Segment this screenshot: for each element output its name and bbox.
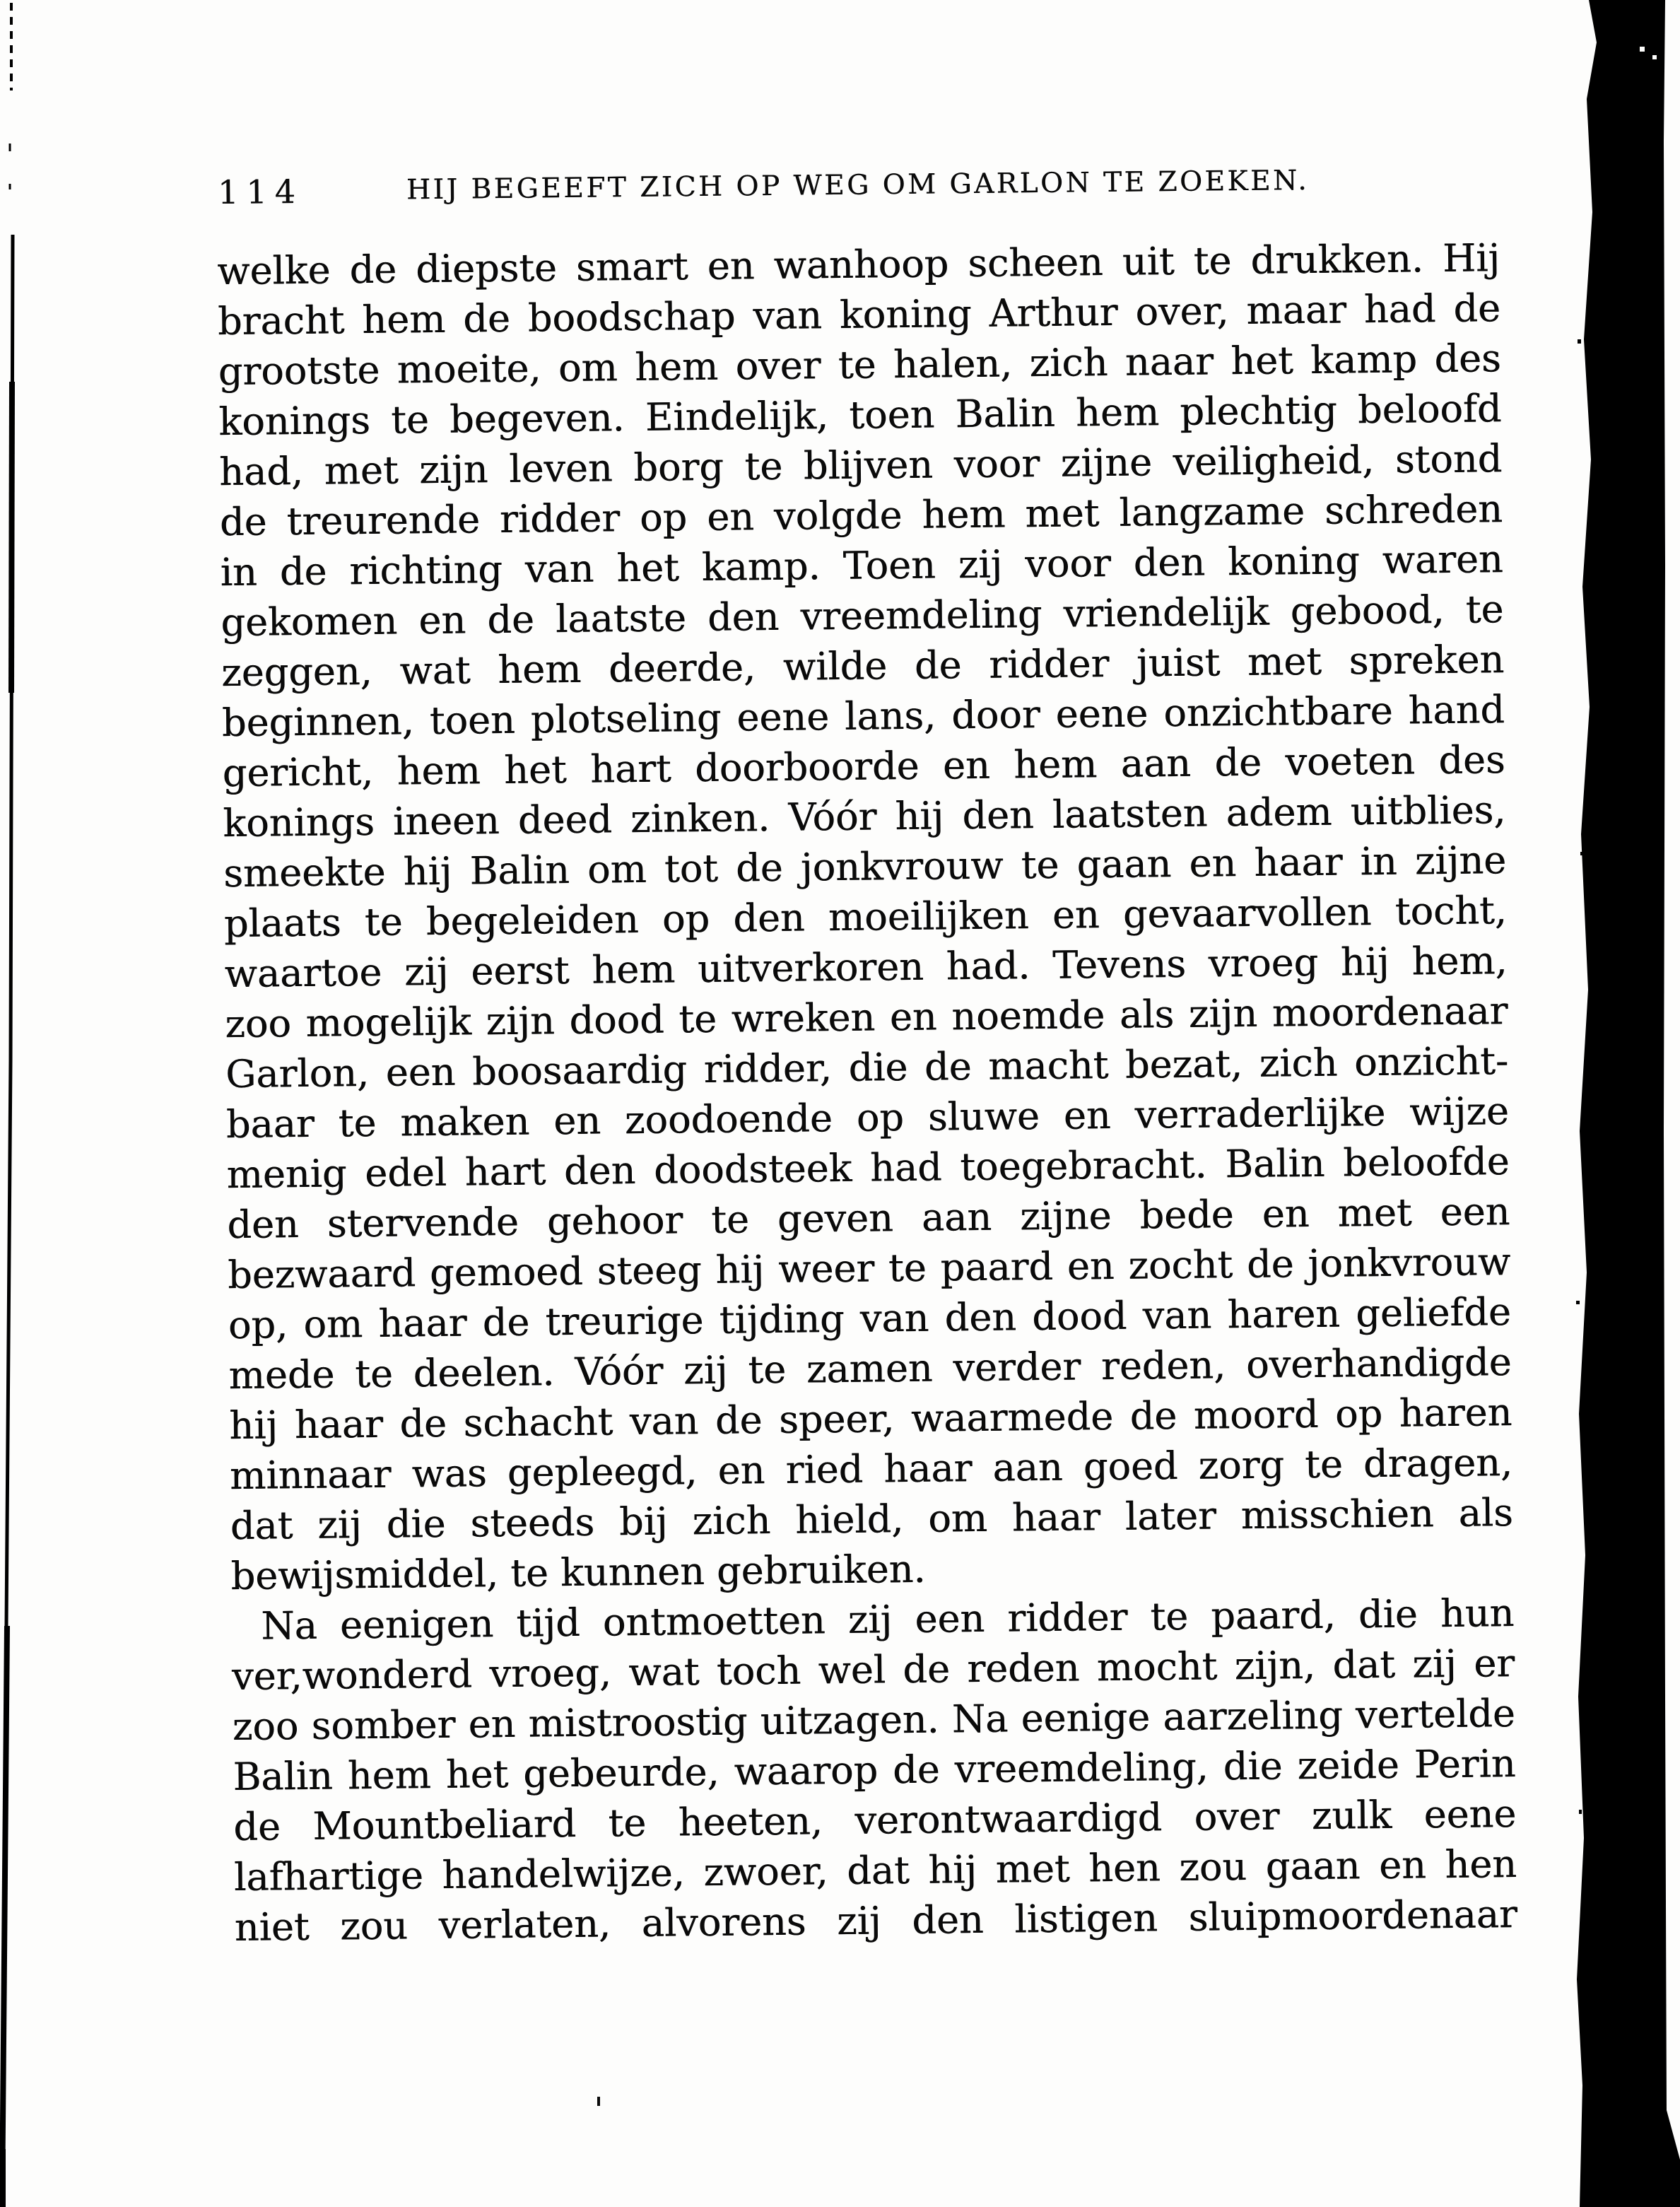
text-line: ver,wonderd vroeg, wat toch wel de reden mocht zijn, dat zij er <box>231 1641 1515 1699</box>
text-line: den stervende gehoor te geven aan zijne bede en met een <box>227 1189 1510 1248</box>
body-text <box>217 233 1517 1953</box>
text-line: baar te maken en zoodoende op sluwe en verraderlijke wijze <box>225 1089 1510 1147</box>
text-line: mede te deelen. Vóór zij te zamen verder reden, overhandigde <box>228 1340 1512 1398</box>
text-line: bewijsmiddel, te kunnen gebruiken. <box>230 1546 926 1599</box>
text-line: de Mountbeliard te heeten, verontwaardigd over zulk eene <box>233 1791 1517 1850</box>
text-line: konings ineen deed zinken. Vóór hij den laatsten adem uitblies, <box>223 788 1506 846</box>
text-line: niet zou verlaten, alvorens zij den listigen sluipmoordenaar <box>234 1892 1518 1950</box>
text-line: beginnen, toen plotseling eene lans, door eene onzichtbare hand <box>221 687 1505 746</box>
ink-speck <box>597 2097 600 2106</box>
text-line: had, met zijn leven borg te blijven voor zijne veiligheid, stond <box>218 436 1503 495</box>
text-line: lafhartige handelwijze, zwoer, dat hij met hen zou gaan en hen <box>233 1842 1517 1900</box>
page-number: 114 <box>217 172 304 212</box>
text-line: plaats te begeleiden op den moeilijken en gevaarvollen tocht, <box>223 888 1508 947</box>
text-line: Balin hem het gebeurde, waarop de vreemdeling, die zeide Perin <box>233 1741 1516 1800</box>
scan-left-edge-line <box>0 0 28 2207</box>
text-line: smeekte hij Balin om tot de jonkvrouw te gaan en haar in zijne <box>223 838 1507 896</box>
scan-noise-speck <box>1580 852 1583 855</box>
text-line: waartoe zij eerst hem uitverkoren had. Tevens vroeg hij hem, <box>224 938 1508 997</box>
text-line: gekomen en de laatste den vreemdeling vriendelijk gebood, te <box>221 587 1504 645</box>
text-line: grootste moeite, om hem over te halen, zich naar het kamp des <box>218 336 1501 394</box>
text-line: bezwaard gemoed steeg hij weer te paard en zocht de jonkvrouw <box>227 1239 1511 1298</box>
text-line: zoo somber en mistroostig uitzagen. Na eenige aarzeling vertelde <box>232 1691 1516 1750</box>
text-line: Na eenigen tijd ontmoetten zij een ridder te paard, die hun <box>260 1591 1515 1649</box>
text-line: zeggen, wat hem deerde, wilde de ridder juist met spreken <box>221 637 1505 696</box>
scan-noise-speck <box>1640 47 1645 52</box>
text-line: welke de diepste smart en wanhoop scheen uit te drukken. Hij <box>216 235 1500 294</box>
text-line: menig edel hart den doodsteek had toegebracht. Balin beloofde <box>226 1139 1510 1198</box>
scan-noise-speck <box>1652 55 1657 59</box>
text-line: gericht, hem het hart doorboorde en hem aan de voeten des <box>222 737 1505 796</box>
text-line: op, om haar de treurige tijding van den dood van haren geliefde <box>228 1289 1512 1348</box>
page-header <box>216 153 1500 223</box>
text-line: bracht hem de boodschap van koning Arthur over, maar had de <box>217 286 1501 344</box>
text-line: in de richting van het kamp. Toen zij voor den koning waren <box>220 537 1503 595</box>
text-line: konings te begeven. Eindelijk, toen Balin hem plechtig beloofd <box>218 386 1502 445</box>
text-line: hij haar de schacht van de speer, waarmede de moord op haren <box>229 1390 1512 1448</box>
running-header: HIJ BEGEEFT ZICH OP WEG OM GARLON TE ZOEKEN. <box>406 164 1310 206</box>
scan-noise-speck <box>1576 1301 1580 1304</box>
text-line: Garlon, een boosaardig ridder, die de macht bezat, zich onzicht- <box>225 1038 1509 1097</box>
scan-noise-speck <box>1579 1810 1582 1814</box>
text-line: dat zij die steeds bij zich hield, om haar later misschien als <box>230 1490 1514 1549</box>
text-line: zoo mogelijk zijn dood te wreken en noemde als zijn moordenaar <box>225 988 1508 1047</box>
scan-noise-speck <box>1578 339 1581 344</box>
text-line: de treurende ridder op en volgde hem met langzame schreden <box>219 486 1503 545</box>
text-line: minnaar was gepleegd, en ried haar aan goed zorg te dragen, <box>229 1440 1513 1499</box>
